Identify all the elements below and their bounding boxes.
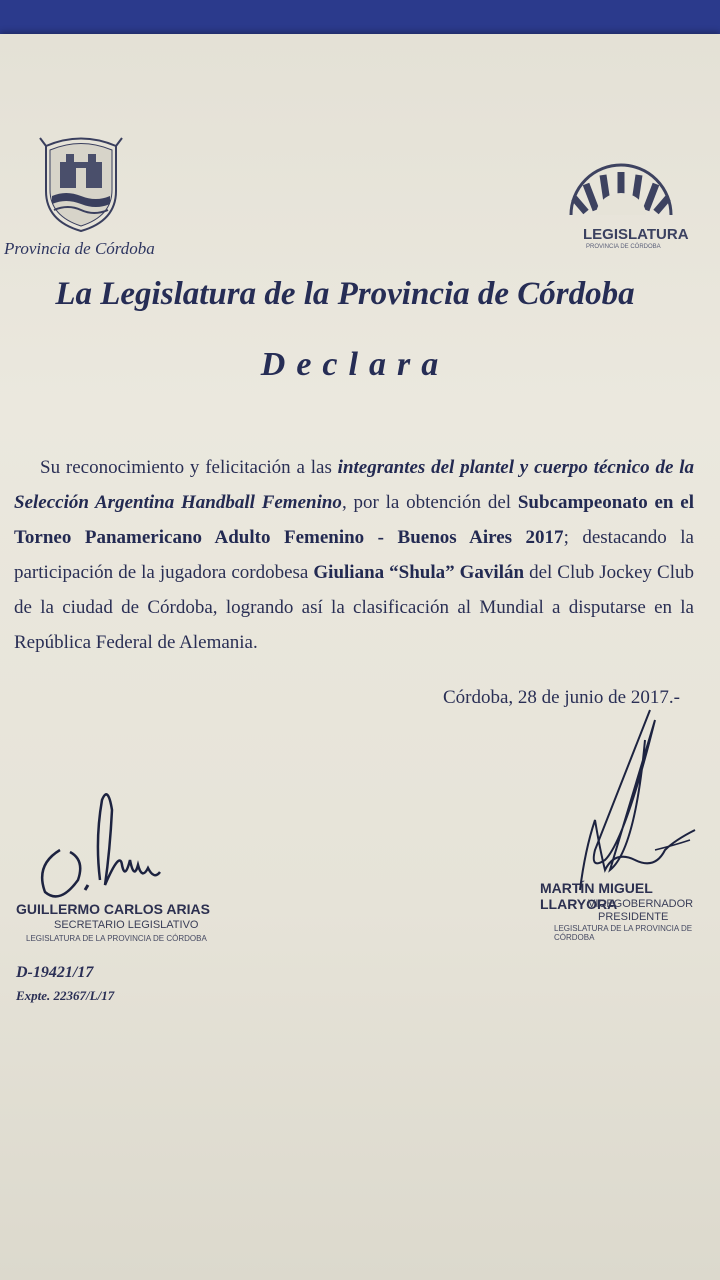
left-signatory-role: SECRETARIO LEGISLATIVO bbox=[54, 919, 199, 931]
body-segment-1: Su reconocimiento y felicitación a las bbox=[40, 457, 338, 478]
coat-of-arms-icon bbox=[36, 126, 126, 236]
declaration-body bbox=[14, 450, 694, 660]
body-segment-4: Subcampeonato en el Torneo Panamericano Adulto Femenino - Buenos Aires 2017 bbox=[14, 492, 694, 548]
left-signatory-name: GUILLERMO CARLOS ARIAS bbox=[16, 901, 210, 917]
declara-heading: Declara bbox=[260, 346, 450, 383]
right-signatory-role-2: PRESIDENTE bbox=[598, 911, 669, 923]
signature-right bbox=[555, 700, 715, 900]
body-segment-6: Giuliana “Shula” Gavilán bbox=[313, 562, 525, 583]
legislature-subtitle: PROVINCIA DE CÓRDOBA bbox=[586, 244, 661, 250]
right-signatory-role-1: VICEGOBERNADOR bbox=[588, 898, 694, 910]
body-segment-2: integrantes del plantel y cuerpo técnico de la Selección Argentina Handball Femenino bbox=[14, 457, 694, 513]
document-title: La Legislatura de la Provincia de Córdoba bbox=[55, 276, 635, 312]
province-label: Provincia de Córdoba bbox=[4, 239, 155, 258]
body-segment-3: , por la obtención del bbox=[341, 492, 518, 513]
signature-left bbox=[30, 780, 180, 910]
certificate-paper bbox=[0, 34, 720, 1280]
body-segment-7: del Club Jockey Club de la ciudad de Córdoba, logrando así la clasificación al Mundial a disputarse en la República Federal de Alemania. bbox=[14, 562, 694, 653]
legislature-wordmark: LEGISLATURA bbox=[583, 226, 689, 243]
legislature-dome-icon bbox=[566, 160, 676, 220]
issue-date: Córdoba, 28 de junio de 2017.- bbox=[443, 687, 680, 708]
body-segment-5: ; destacando la participación de la jugadora cordobesa bbox=[14, 527, 694, 583]
right-signatory-org: LEGISLATURA DE LA PROVINCIA DE CÓRDOBA bbox=[554, 924, 693, 942]
document-reference: D-19421/17 bbox=[16, 964, 94, 981]
left-signatory-org: LEGISLATURA DE LA PROVINCIA DE CÓRDOBA bbox=[26, 934, 207, 943]
right-signatory-name: MARTÍN MIGUEL LLARYORA bbox=[540, 880, 653, 912]
expediente-reference: Expte. 22367/L/17 bbox=[16, 988, 115, 1003]
